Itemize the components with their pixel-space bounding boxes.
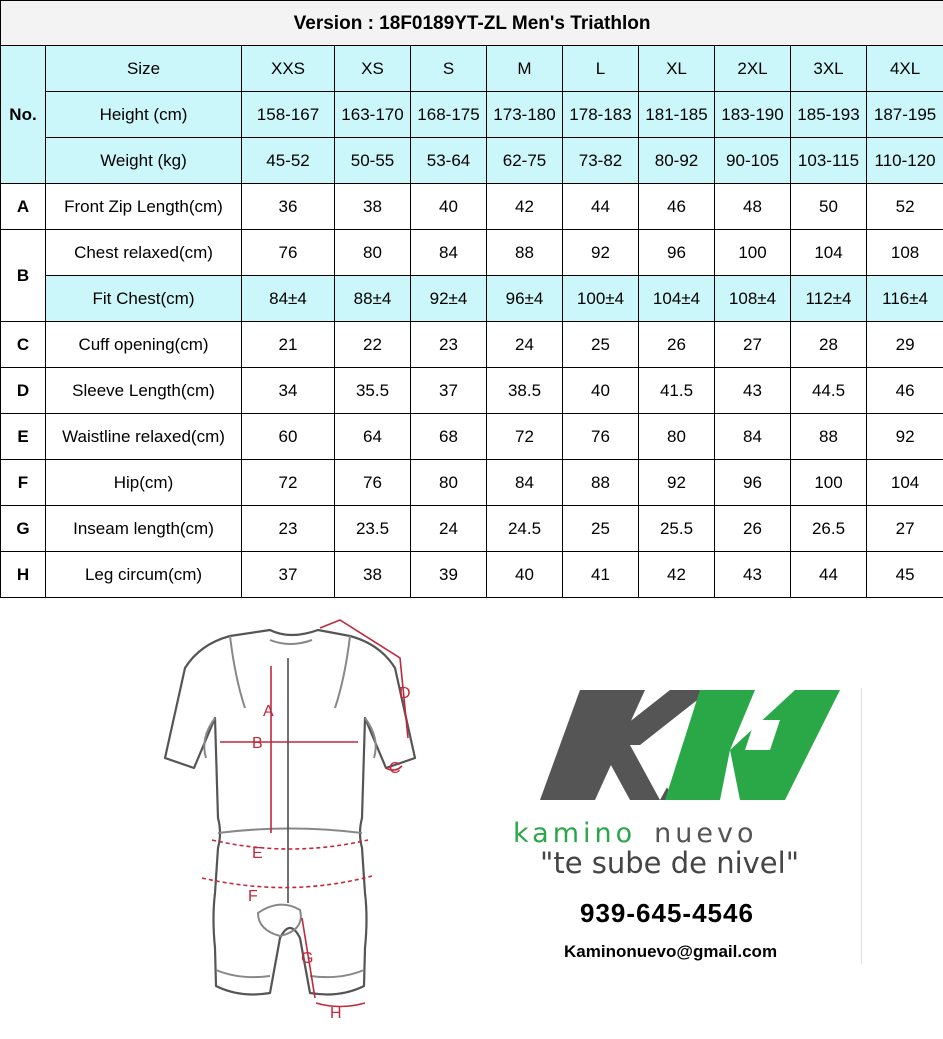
- table-cell: 84: [487, 460, 563, 506]
- table-row: [1, 368, 943, 414]
- table-cell: 104: [791, 230, 867, 276]
- table-cell: 36: [242, 184, 335, 230]
- table-cell: 27: [867, 506, 943, 552]
- row-label: Leg circum(cm): [46, 552, 242, 598]
- table-cell: 72: [242, 460, 335, 506]
- table-cell: 158-167: [242, 92, 335, 138]
- table-cell: 187-195: [867, 92, 943, 138]
- table-cell: 84: [411, 230, 487, 276]
- table-cell: 76: [335, 460, 411, 506]
- table-cell: 100: [791, 460, 867, 506]
- brand-name: kamino nuevo: [513, 818, 758, 849]
- table-cell: 25: [563, 322, 639, 368]
- table-cell: 43: [715, 552, 791, 598]
- table-cell: 178-183: [563, 92, 639, 138]
- table-cell: 92±4: [411, 276, 487, 322]
- diagram-label-a: A: [263, 703, 274, 720]
- row-letter: G: [1, 506, 46, 552]
- row-label: Height (cm): [46, 92, 242, 138]
- table-row: [1, 506, 943, 552]
- table-cell: 64: [335, 414, 411, 460]
- table-cell: 88: [487, 230, 563, 276]
- trisuit-outline: [165, 630, 415, 994]
- table-row: [1, 184, 943, 230]
- table-cell: 76: [242, 230, 335, 276]
- table-cell: 73-82: [563, 138, 639, 184]
- row-letter: F: [1, 460, 46, 506]
- table-cell: 185-193: [791, 92, 867, 138]
- table-cell: 108±4: [715, 276, 791, 322]
- table-cell: 100: [715, 230, 791, 276]
- table-title: Version : 18F0189YT-ZL Men's Triathlon: [1, 1, 943, 46]
- table-cell: 40: [487, 552, 563, 598]
- row-label: Front Zip Length(cm): [46, 184, 242, 230]
- table-cell: 116±4: [867, 276, 943, 322]
- brand-tagline: "te sube de nivel": [540, 846, 800, 880]
- table-cell: 80: [411, 460, 487, 506]
- table-cell: 84±4: [242, 276, 335, 322]
- table-cell: 41.5: [639, 368, 715, 414]
- contact-phone: 939-645-4546: [580, 898, 754, 928]
- size-header-cell: XS: [335, 46, 411, 92]
- row-label: Fit Chest(cm): [46, 276, 242, 322]
- table-cell: 35.5: [335, 368, 411, 414]
- size-header-cell: 3XL: [791, 46, 867, 92]
- table-cell: 173-180: [487, 92, 563, 138]
- table-cell: 50: [791, 184, 867, 230]
- table-cell: 29: [867, 322, 943, 368]
- table-cell: 26: [639, 322, 715, 368]
- diagram-label-d: D: [399, 685, 411, 702]
- row-label: Inseam length(cm): [46, 506, 242, 552]
- size-header-cell: XXS: [242, 46, 335, 92]
- table-row: [1, 276, 943, 322]
- row-letter: C: [1, 322, 46, 368]
- table-cell: 24: [411, 506, 487, 552]
- size-header-cell: 2XL: [715, 46, 791, 92]
- table-cell: 34: [242, 368, 335, 414]
- table-cell: 76: [563, 414, 639, 460]
- row-letter: B: [1, 230, 46, 322]
- table-cell: 68: [411, 414, 487, 460]
- table-cell: 96: [639, 230, 715, 276]
- row-label: Weight (kg): [46, 138, 242, 184]
- row-label: Waistline relaxed(cm): [46, 414, 242, 460]
- table-cell: 108: [867, 230, 943, 276]
- table-cell: 40: [563, 368, 639, 414]
- table-cell: 23: [242, 506, 335, 552]
- diagram-label-h: H: [330, 1005, 342, 1022]
- table-cell: 84: [715, 414, 791, 460]
- table-cell: 46: [867, 368, 943, 414]
- table-cell: 40: [411, 184, 487, 230]
- row-letter: A: [1, 184, 46, 230]
- table-cell: 62-75: [487, 138, 563, 184]
- table-cell: 100±4: [563, 276, 639, 322]
- table-cell: 104±4: [639, 276, 715, 322]
- logo-divider: [861, 688, 862, 964]
- table-cell: 103-115: [791, 138, 867, 184]
- table-cell: 92: [867, 414, 943, 460]
- table-cell: 26.5: [791, 506, 867, 552]
- size-header-cell: M: [487, 46, 563, 92]
- row-letter: D: [1, 368, 46, 414]
- size-label: Size: [46, 46, 242, 92]
- diagram-label-g: G: [301, 950, 314, 967]
- table-cell: 42: [639, 552, 715, 598]
- table-cell: 38: [335, 552, 411, 598]
- table-cell: 48: [715, 184, 791, 230]
- table-row: [1, 92, 943, 138]
- table-cell: 38.5: [487, 368, 563, 414]
- no-label: No.: [1, 46, 46, 184]
- table-cell: 88: [791, 414, 867, 460]
- table-cell: 80: [335, 230, 411, 276]
- table-row: [1, 552, 943, 598]
- table-cell: 183-190: [715, 92, 791, 138]
- kamino-nuevo-logo-mark: [540, 690, 840, 810]
- table-cell: 44: [791, 552, 867, 598]
- size-header-row: [1, 46, 943, 92]
- table-cell: 25.5: [639, 506, 715, 552]
- diagram-label-c: C: [389, 760, 401, 777]
- table-cell: 72: [487, 414, 563, 460]
- table-row: [1, 322, 943, 368]
- table-cell: 23: [411, 322, 487, 368]
- table-cell: 45-52: [242, 138, 335, 184]
- table-cell: 45: [867, 552, 943, 598]
- trisuit-diagram: [140, 618, 440, 1033]
- row-letter: H: [1, 552, 46, 598]
- row-label: Chest relaxed(cm): [46, 230, 242, 276]
- table-cell: 96: [715, 460, 791, 506]
- table-cell: 80-92: [639, 138, 715, 184]
- table-cell: 92: [639, 460, 715, 506]
- table-row: [1, 230, 943, 276]
- table-cell: 21: [242, 322, 335, 368]
- table-cell: 80: [639, 414, 715, 460]
- table-cell: 24: [487, 322, 563, 368]
- table-row: [1, 414, 943, 460]
- table-cell: 44.5: [791, 368, 867, 414]
- table-cell: 46: [639, 184, 715, 230]
- row-label: Sleeve Length(cm): [46, 368, 242, 414]
- table-cell: 92: [563, 230, 639, 276]
- table-cell: 44: [563, 184, 639, 230]
- contact-email: Kaminonuevo@gmail.com: [564, 942, 778, 961]
- table-cell: 110-120: [867, 138, 943, 184]
- table-cell: 22: [335, 322, 411, 368]
- table-cell: 37: [411, 368, 487, 414]
- row-label: Cuff opening(cm): [46, 322, 242, 368]
- table-cell: 41: [563, 552, 639, 598]
- size-header-cell: 4XL: [867, 46, 943, 92]
- table-cell: 25: [563, 506, 639, 552]
- table-cell: 23.5: [335, 506, 411, 552]
- table-row: [1, 138, 943, 184]
- row-label: Hip(cm): [46, 460, 242, 506]
- table-cell: 42: [487, 184, 563, 230]
- table-cell: 181-185: [639, 92, 715, 138]
- table-cell: 112±4: [791, 276, 867, 322]
- table-cell: 27: [715, 322, 791, 368]
- table-cell: 52: [867, 184, 943, 230]
- size-header-cell: S: [411, 46, 487, 92]
- table-cell: 104: [867, 460, 943, 506]
- table-cell: 39: [411, 552, 487, 598]
- diagram-label-e: E: [252, 845, 263, 862]
- table-cell: 90-105: [715, 138, 791, 184]
- diagram-label-b: B: [252, 735, 263, 752]
- row-letter: E: [1, 414, 46, 460]
- table-cell: 24.5: [487, 506, 563, 552]
- table-cell: 88: [563, 460, 639, 506]
- table-cell: 38: [335, 184, 411, 230]
- size-header-cell: L: [563, 46, 639, 92]
- size-header-cell: XL: [639, 46, 715, 92]
- table-cell: 96±4: [487, 276, 563, 322]
- table-cell: 43: [715, 368, 791, 414]
- table-cell: 168-175: [411, 92, 487, 138]
- diagram-label-f: F: [248, 888, 258, 905]
- table-cell: 37: [242, 552, 335, 598]
- table-cell: 53-64: [411, 138, 487, 184]
- table-cell: 60: [242, 414, 335, 460]
- table-cell: 26: [715, 506, 791, 552]
- table-cell: 50-55: [335, 138, 411, 184]
- table-cell: 88±4: [335, 276, 411, 322]
- table-cell: 28: [791, 322, 867, 368]
- table-row: [1, 460, 943, 506]
- table-cell: 163-170: [335, 92, 411, 138]
